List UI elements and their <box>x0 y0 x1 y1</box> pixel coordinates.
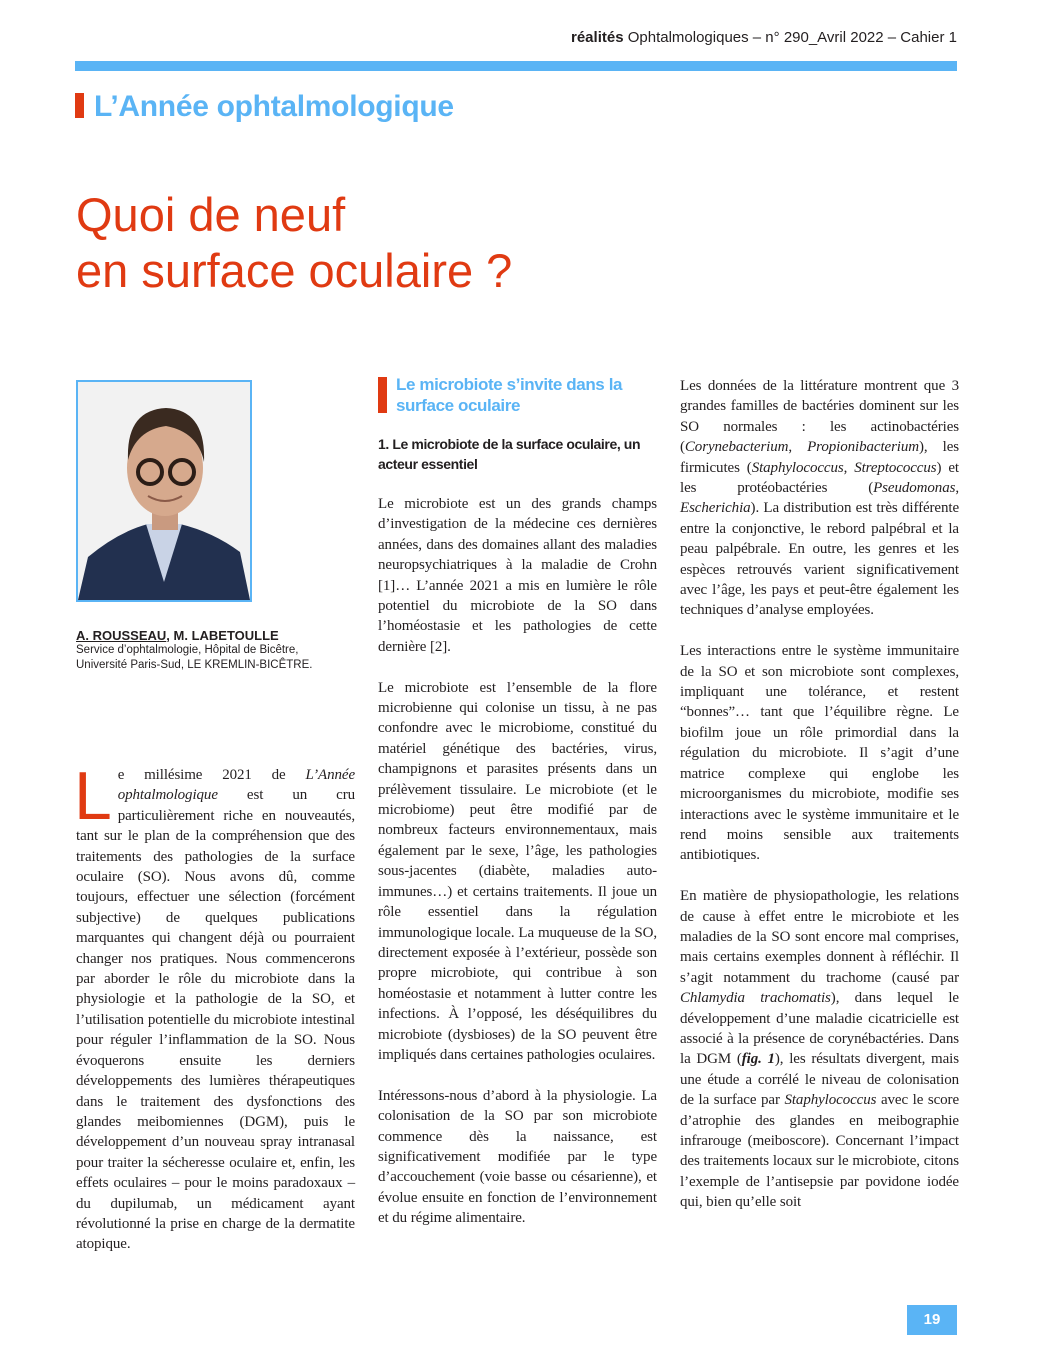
text: ) et les protéobactéries ( <box>680 459 960 497</box>
intro-paragraph <box>74 758 355 1255</box>
italic-text: Staphylococcus <box>784 1092 877 1109</box>
text: avec le score d’atrophie des glandes en meibographie infrarouge (meiboscore). Concernant l’impact des traitements locaux sur le microbiote, citons l’exemple de l’antisepsie par povidone iodée qui, bien qu’elle soit <box>680 1092 960 1211</box>
italic-text: Pseudomonas <box>873 480 956 497</box>
text: est un cru particulièrement riche en nouveautés, tant sur le plan de la compréhension que des traitements des pathologies de la surface oculaire (SO). Nous avons dû, comme toujours, effectuer une sélection (forcément subjective) de quelques publications marquantes qui changent déjà ou pourraient changer nos pratiques. Nous commencerons par aborder le rôle du microbiote dans la physiologie et la pathologie de la SO, et l’utilisation potentielle du microbiote intestinal pour réguler l’inflammation de la SO. Nous évoquerons ensuite les derniers développements des lumières thérapeutiques dans le traitement des dysfonctions des glandes meibomiennes (DGM), puis le développement d’un nouveau spray intranasal pour traiter la sécheresse oculaire et, enfin, les effets oculaires – pour le moins paradoxaux – du dupilumab, un médicament ayant révolutionné la prise en charge de la dermatite atopique. <box>76 787 355 1253</box>
title-line-2: en surface oculaire ? <box>76 244 513 297</box>
author-photo <box>76 380 252 602</box>
header-rule <box>75 61 957 71</box>
text: ), les firmicutes ( <box>680 439 959 476</box>
column-1 <box>74 758 355 1275</box>
author-names <box>76 628 366 643</box>
author-separator: , <box>166 628 174 643</box>
author-1: A. ROUSSEAU <box>76 628 167 643</box>
section-heading-text: Le microbiote s’invite dans la surface oculaire <box>396 375 623 415</box>
text: ). La distribution est très différente entre la conjonctive, le rebord palpébral et la peau palpébrale. En outre, les genres et les espèces retrouvés varient significativement avec l’âge, les pays et peut-être également les techniques d’analyse employées. <box>680 500 959 619</box>
italic-text: Escherichia <box>680 500 751 517</box>
italic-text: Streptococcus <box>854 459 937 476</box>
issue-info: Ophtalmologiques – n° 290_Avril 2022 – Cahier 1 <box>627 29 957 46</box>
text: , <box>955 480 959 497</box>
author-2: M. LABETOULLE <box>173 628 279 643</box>
column-3 <box>680 376 959 1233</box>
paragraph: Intéressons-nous d’abord à la physiologie. La colonisation de la SO par son microbiote commence dès la naissance, est significativement modifiée par le type d’accouchement (voie basse ou césarienne), et évolue ensuite en fonction de l’environnement et du régime alimentaire. <box>378 1087 657 1227</box>
article-title <box>76 187 512 299</box>
text: En matière de physiopathologie, les relations de cause à effet entre le microbiote et les maladies de la SO sont encore mal comprises, mais certains exemples donnent à réfléchir. Il s’agit notamment du trachome (causé par <box>680 888 959 986</box>
italic-text: Chlamydia trachomatis <box>680 990 831 1007</box>
paragraph <box>680 886 959 1213</box>
paragraph: Le microbiote est l’ensemble de la flore microbienne qui colonise un tissu, à ne pas confondre avec le microbiome, constitué du matériel génétique des bactéries, virus, champignons et parasites présents dans un prélèvement tissulaire. Le microbiote (et le microbiome) peut être modifié par de nombreux facteurs environnementaux, mais également par le sexe, l’âge, les pathologies sous-jacentes (diabète, maladies auto-immunes…) et certains traitements. Il joue un rôle essentiel dans la régulation immunologique locale. La muqueuse de la SO, directement exposée à l’extérieur, possède son propre microbiote, qui contribue à son homéostasie et notamment à lutter contre les infections. À l’opposé, les déséquilibres du microbiote (dysbioses) de la SO peuvent être impliqués dans certaines pathologies oculaires. <box>378 679 657 1063</box>
italic-text: Staphylococcus <box>751 459 844 476</box>
section-rubric <box>75 90 454 124</box>
heading-marker <box>378 377 387 413</box>
running-head <box>571 29 957 46</box>
text: ), les résultats divergent, mais une étude a corrélé le niveau de colonisation de la surface par <box>680 1051 959 1109</box>
text: ), dans lequel le développement d’une maladie cicatricielle est associé à la présence de corynébactéries. Dans la DGM ( <box>680 990 959 1068</box>
journal-brand: réalités <box>571 29 624 46</box>
paragraph <box>680 376 959 621</box>
title-line-1: Quoi de neuf <box>76 188 346 241</box>
paragraph: Le microbiote est un des grands champs d’investigation de la médecine ces dernières années, dans des domaines allant des maladies neuropsychiatriques à la maladie de Crohn [1]… L’année 2021 a mis en lumière le rôle potentiel du microbiote de la SO dans l’homéostasie et les pathologies de cette dernière [2]. <box>378 496 657 655</box>
italic-text: Propionibacterium <box>807 439 920 456</box>
text: e millésime 2021 de <box>117 767 306 783</box>
author-block <box>76 628 366 673</box>
section-heading <box>378 374 657 416</box>
text: , <box>788 439 808 456</box>
subheading: 1. Le microbiote de la surface oculaire, un acteur essentiel <box>378 436 641 472</box>
column-2 <box>378 374 657 1249</box>
figure-reference[interactable]: fig. 1 <box>741 1051 775 1068</box>
rubric-label: L’Année ophtalmologique <box>94 90 454 123</box>
text: Les données de la littérature montrent que 3 grandes familles de bactéries dominent sur les SO normales : les actinobactéries ( <box>680 378 959 456</box>
italic-text: L’Année ophtalmologique <box>117 767 355 804</box>
affiliation-line-2: Université Paris-Sud, LE KREMLIN-BICÊTRE. <box>76 659 313 671</box>
page-number: 19 <box>907 1305 957 1335</box>
paragraph: Les interactions entre le système immunitaire de la SO et son microbiote sont complexes, impliquant une tolérance, et restent “bonnes”… tant que l’équilibre règne. Le biofilm joue un rôle primordial dans la régulation du microbiote. Il s’agit d’une matrice complexe qui englobe les microorganismes du microbiote, modifie ses interactions avec le système immunitaire et le rend moins sensible aux traitements antibiotiques. <box>680 643 959 864</box>
drop-cap: L <box>74 758 112 834</box>
rubric-marker <box>75 93 84 118</box>
text: , <box>843 459 855 476</box>
affiliation-line-1: Service d’ophtalmologie, Hôpital de Bicêtre, <box>76 644 299 656</box>
italic-text: Corynebacterium <box>684 439 789 456</box>
